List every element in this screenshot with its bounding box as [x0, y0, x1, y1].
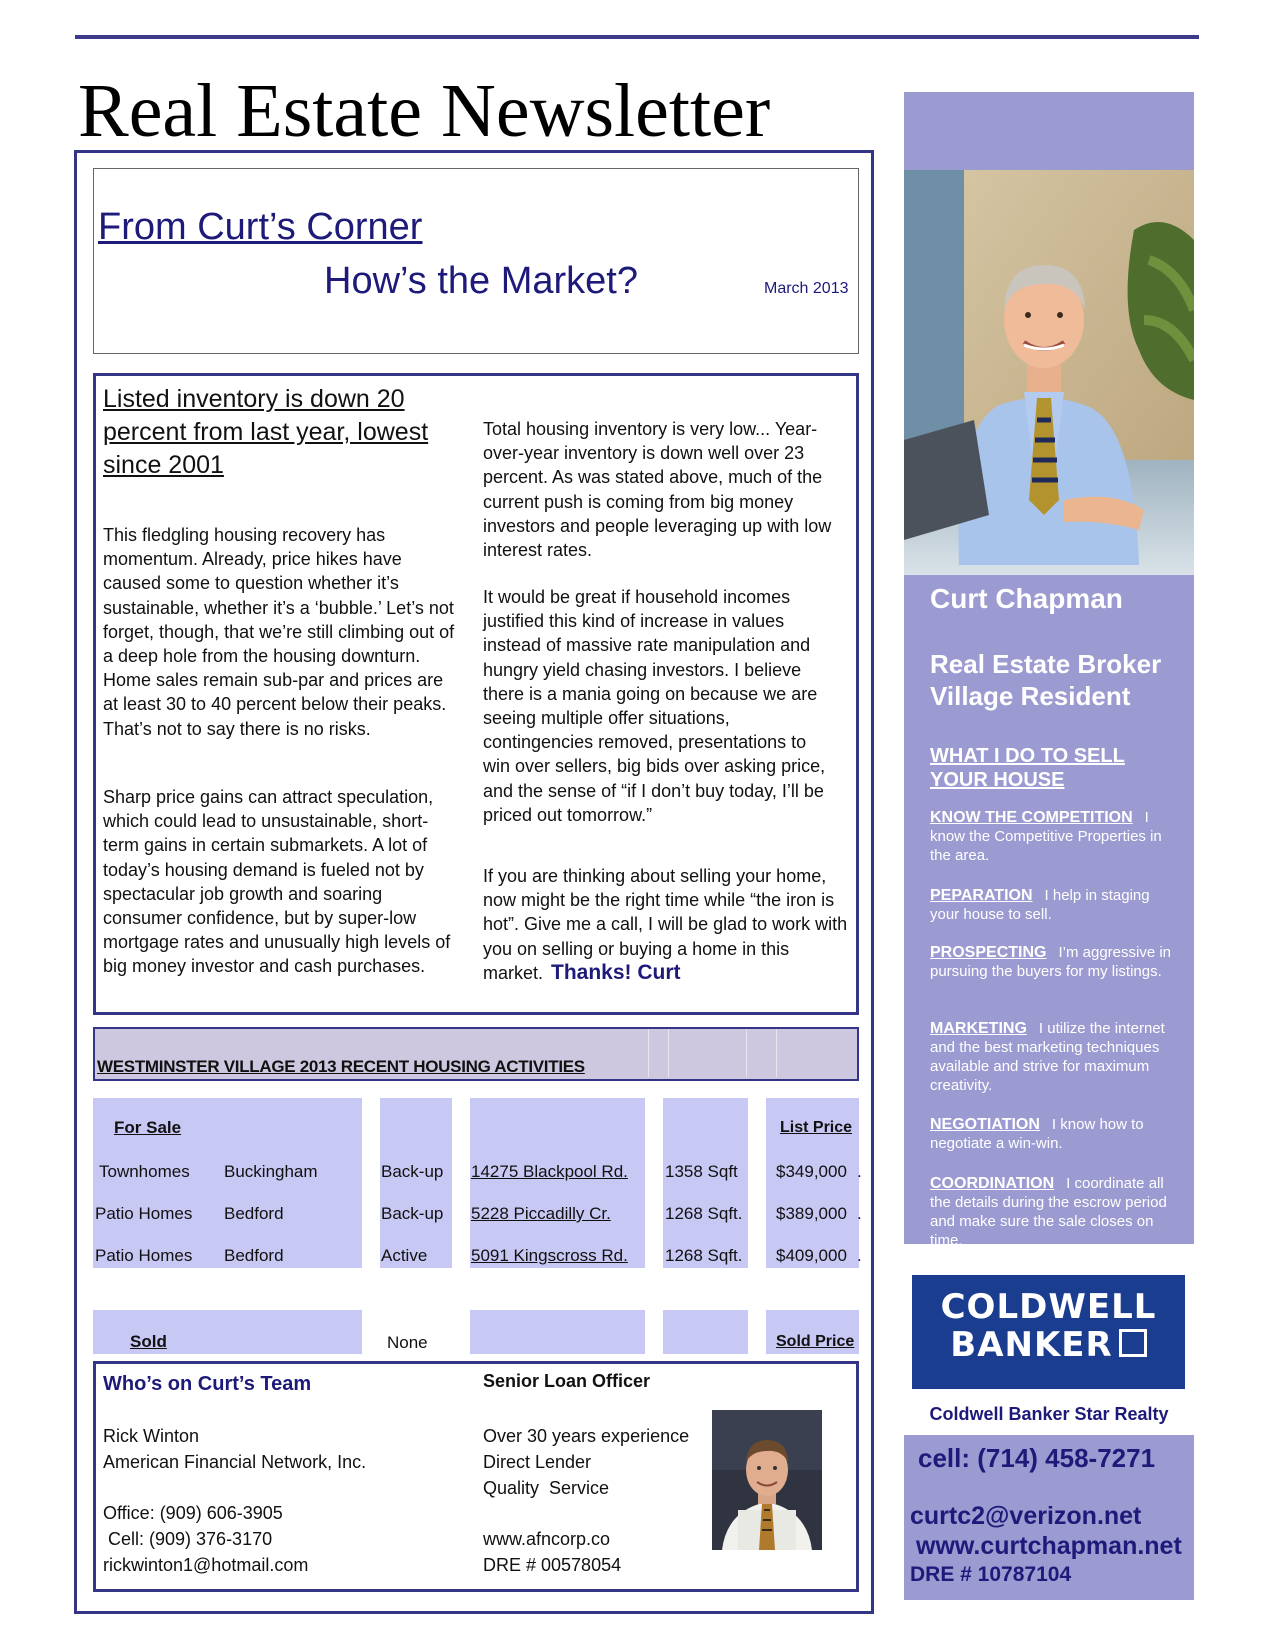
loan-officer-photo	[712, 1410, 822, 1550]
service-marketing-text: I utilize the internet and the best marketing techniques available and strive for maximum creativity.	[930, 1020, 1165, 1094]
row-3-address-link[interactable]: 5091 Kingscross Rd.	[471, 1246, 628, 1265]
team-office-phone: Office: (909) 606-3905	[103, 1503, 283, 1523]
team-email-link[interactable]: rickwinton1@hotmail.com	[103, 1555, 309, 1575]
service-preparation-key: PEPARATION	[930, 887, 1033, 904]
row-1-size: 1358 Sqft	[665, 1162, 738, 1181]
service-competition-key: KNOW THE COMPETITION	[930, 809, 1133, 826]
logo-square-icon	[1119, 1329, 1147, 1357]
sold-status: None	[387, 1333, 428, 1352]
agent-email-link[interactable]: curtc2@verizon.net	[910, 1502, 1142, 1530]
team-dre: DRE # 00578054	[483, 1555, 622, 1575]
corner-title: From Curt’s Corner	[98, 206, 423, 248]
agent-cell-phone: cell: (714) 458-7271	[918, 1443, 1156, 1473]
column-bg-address	[470, 1098, 645, 1268]
agent-role-2: Village Resident	[930, 681, 1131, 711]
agent-name: Curt Chapman	[930, 583, 1123, 614]
row-1-address-link[interactable]: 14275 Blackpool Rd.	[471, 1162, 628, 1181]
row-3-price: $409,000	[776, 1246, 847, 1265]
article-paragraph-3: Total housing inventory is very low... Year-over-year inventory is down well over 23 percent. As was stated above, much of the current push is coming from big money investors and people leveraging up with low interest rates.	[483, 419, 832, 561]
logo-line-2	[912, 1326, 1185, 1364]
service-competition-text: I know the Competitive Properties in the area.	[930, 809, 1162, 864]
title-bar-divider	[668, 1029, 669, 1077]
team-role: Senior Loan Officer	[483, 1371, 651, 1391]
title-bar-divider	[746, 1029, 747, 1077]
column-bg-size	[663, 1098, 748, 1268]
article-paragraph-4: It would be great if household incomes justified this kind of increase in values instead of massive rate manipulation and hungry yield chasing investors. I believe there is a mania going on because we are seeing multiple offer situations, contingencies removed, presentations to win over sellers, big bids over asking price, and the sense of “if I don’t buy today, I’ll be priced out tomorrow.”	[483, 587, 826, 825]
agent-role-1: Real Estate Broker	[930, 649, 1162, 679]
market-subtitle: How’s the Market?	[324, 260, 638, 302]
service-marketing-key: MARKETING	[930, 1020, 1027, 1037]
row-1-suffix: .	[857, 1162, 862, 1181]
row-2-price: $389,000	[776, 1204, 847, 1223]
service-negotiation-text: I know how to negotiate a win-win.	[930, 1116, 1144, 1152]
sold-price-header: Sold Price	[776, 1333, 855, 1350]
service-negotiation	[930, 1115, 1180, 1153]
office-name: Coldwell Banker Star Realty	[929, 1404, 1169, 1424]
article-headline: Listed inventory is down 20 percent from last year, lowest since 2001	[103, 385, 429, 479]
activities-title: WESTMINSTER VILLAGE 2013 RECENT HOUSING ACTIVITIES	[97, 1057, 585, 1076]
article-paragraph-2: Sharp price gains can attract speculation, which could lead to unsustainable, short-term gains in certain submarkets. A lot of today’s housing demand is fueled not by spectacular job growth and soaring consumer confidence, but by super-low mortgage rates and unusually high levels of big money investor and cash purchases.	[103, 787, 451, 977]
row-3-size: 1268 Sqft.	[665, 1246, 743, 1265]
row-3-suffix: .	[857, 1246, 862, 1265]
closing-text: If you are thinking about selling your home, now might be the right time while “the iron is hot”. Give me a call, I will be glad to work with you on selling or buying a home in this market.	[483, 866, 848, 983]
logo-line-1: COLDWELL	[940, 1287, 1157, 1327]
row-2-size: 1268 Sqft.	[665, 1204, 743, 1223]
team-website-link[interactable]: www.afncorp.co	[483, 1529, 611, 1549]
team-bullet-1: Over 30 years experience	[483, 1426, 690, 1446]
top-rule	[75, 35, 1199, 39]
row-3-status: Active	[381, 1246, 428, 1265]
row-3-type: Patio Homes	[95, 1246, 193, 1265]
team-bullet-2: Direct Lender	[483, 1452, 592, 1472]
service-preparation	[930, 886, 1180, 924]
team-member-name: Rick Winton	[103, 1426, 200, 1446]
sold-bg-size	[663, 1310, 748, 1354]
sold-header: Sold	[130, 1332, 167, 1351]
service-competition	[930, 808, 1180, 865]
agent-dre: DRE # 10787104	[910, 1563, 1072, 1586]
service-coordination-text: I coordinate all the details during the escrow period and make sure the sale closes on time.	[930, 1175, 1167, 1249]
team-cell-phone: Cell: (909) 376-3170	[103, 1529, 273, 1549]
thanks-signature: Thanks! Curt	[551, 960, 681, 984]
row-1-status: Back-up	[381, 1162, 444, 1181]
agent-website-link[interactable]: www.curtchapman.net	[916, 1532, 1182, 1560]
row-1-model: Buckingham	[224, 1162, 318, 1181]
column-bg-status	[380, 1098, 452, 1268]
title-bar-divider	[648, 1029, 649, 1077]
row-2-status: Back-up	[381, 1204, 444, 1223]
row-2-suffix: .	[857, 1204, 862, 1223]
service-preparation-text: I help in staging your house to sell.	[930, 887, 1150, 923]
service-coordination	[930, 1174, 1180, 1250]
issue-date: March 2013	[764, 280, 849, 297]
team-title: Who’s on Curt’s Team	[103, 1373, 312, 1395]
row-2-type: Patio Homes	[95, 1204, 193, 1223]
services-heading: WHAT I DO TO SELL YOUR HOUSE	[930, 745, 1125, 791]
service-prospecting-text: I’m aggressive in pursuing the buyers for my listings.	[930, 944, 1172, 980]
sold-bg-address	[470, 1310, 645, 1354]
row-1-type: Townhomes	[99, 1162, 190, 1181]
service-marketing	[930, 1019, 1180, 1095]
sold-bg-model	[222, 1310, 362, 1354]
service-prospecting-key: PROSPECTING	[930, 944, 1047, 961]
list-price-header: List Price	[780, 1119, 853, 1136]
column-bg-model	[222, 1098, 362, 1268]
logo-line-2-text: BANKER	[950, 1325, 1113, 1365]
service-prospecting	[930, 943, 1180, 981]
agent-portrait-icon	[904, 170, 1194, 575]
title-bar-divider	[776, 1029, 777, 1077]
logo-wordmark	[912, 1288, 1185, 1364]
team-member-company: American Financial Network, Inc.	[103, 1452, 367, 1472]
agent-photo	[904, 170, 1194, 575]
article-paragraph-5	[483, 864, 853, 985]
service-coordination-key: COORDINATION	[930, 1175, 1055, 1192]
service-negotiation-key: NEGOTIATION	[930, 1116, 1040, 1133]
row-1-price: $349,000	[776, 1162, 847, 1181]
loan-officer-portrait-icon	[712, 1410, 822, 1550]
for-sale-header: For Sale	[114, 1118, 182, 1137]
row-3-model: Bedford	[224, 1246, 284, 1265]
newsletter-title: Real Estate Newsletter	[78, 69, 771, 153]
team-bullet-3: Quality Service	[483, 1478, 610, 1498]
row-2-model: Bedford	[224, 1204, 284, 1223]
article-paragraph-1: This fledgling housing recovery has momentum. Already, price hikes have caused some to question whether it’s sustainable, whether it’s a ‘bubble.’ Let’s not forget, though, that we’re still climbing out of a deep hole from the housing downturn. Home sales remain sub-par and prices are at least 30 to 40 percent below their peaks. That’s not to say there is no risks.	[103, 525, 455, 739]
row-2-address-link[interactable]: 5228 Piccadilly Cr.	[471, 1204, 611, 1223]
